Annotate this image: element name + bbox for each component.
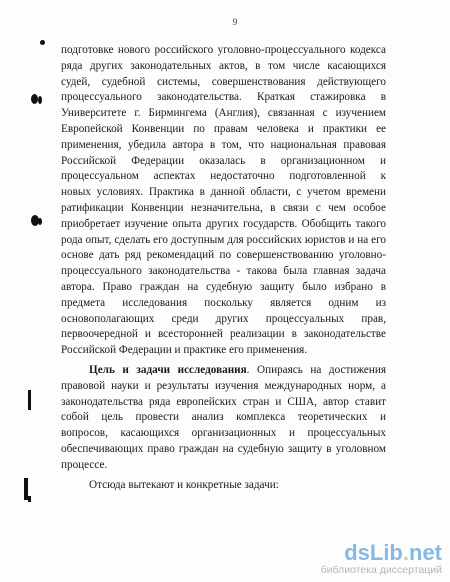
scan-mark-blob bbox=[31, 94, 38, 104]
text-line: применения, убедила автора в том, что национальная правовая bbox=[61, 138, 386, 151]
scan-mark-blob bbox=[38, 96, 42, 104]
watermark-logo bbox=[321, 542, 442, 564]
text-line: рода опыт, сделать его доступным для российских юристов и на его bbox=[61, 233, 386, 246]
text-line: основе дать ряд рекомендаций по совершенствованию уголовно- bbox=[61, 249, 386, 262]
section-heading: Цель и задачи исследования bbox=[89, 363, 247, 376]
closing-line: Отсюда вытекают и конкретные задачи: bbox=[89, 478, 279, 491]
text-line: Российской Федерации оказалась в организационном и bbox=[61, 154, 386, 167]
text-line: вопросов, касающихся организационных и процессуальных bbox=[61, 427, 386, 440]
scan-mark-dot bbox=[40, 40, 45, 45]
watermark-logo-main: dsLib bbox=[344, 540, 403, 565]
body-text bbox=[61, 43, 386, 493]
watermark-subtitle: библиотека диссертаций bbox=[320, 564, 442, 576]
watermark-logo-tld: net bbox=[409, 540, 442, 565]
page-number: 9 bbox=[232, 17, 238, 27]
text-line: собой цель провести анализ комплекса теоретических и bbox=[61, 411, 386, 424]
text-line: судей, судебной системы, совершенствования действующего bbox=[61, 75, 386, 88]
text-line: процессуальном аспектах недостаточно подготовленной к bbox=[61, 170, 386, 183]
text-line: приобретает изучение опыта других государств. Обобщить такого bbox=[61, 217, 386, 230]
scan-mark-bar bbox=[28, 390, 31, 410]
paragraph-1 bbox=[61, 43, 386, 359]
watermark bbox=[321, 542, 442, 576]
text-line: новых условиях. Практика в данной области, с учетом времени bbox=[61, 186, 386, 199]
text-line: Европейской Конвенции по правам человека и практики ее bbox=[61, 122, 386, 135]
scan-mark-bar bbox=[28, 496, 31, 502]
section-heading-rest: . Опираясь на достижения bbox=[246, 363, 386, 376]
text-line: автора. Право граждан на судебную защиту было избрано в bbox=[61, 280, 386, 293]
text-line: ряда других законодательных актов, в том числе касающихся bbox=[61, 59, 386, 72]
text-line: обеспечивающих право граждан на судебную защиту в уголовном bbox=[61, 442, 386, 455]
text-line: процессе. bbox=[61, 458, 108, 471]
text-line: основополагающих среди других процессуальных прав, bbox=[61, 312, 386, 325]
text-line: законодательства ряда европейских стран и США, автор ставит bbox=[61, 395, 386, 408]
text-line: Университете г. Бирмингема (Англия), связанная с изучением bbox=[61, 107, 386, 120]
text-line: процессуального законодательства - такова была главная задача bbox=[61, 265, 386, 278]
text-line: процессуального законодательства. Краткая стажировка в bbox=[61, 91, 386, 104]
scan-mark-blob bbox=[38, 218, 42, 225]
text-line: предмета исследования поскольку является одним из bbox=[61, 296, 386, 309]
text-line: подготовке нового российского уголовно-процессуального кодекса bbox=[61, 44, 386, 56]
text-line: первоочередной и всесторонней реализации в законодательстве bbox=[61, 328, 386, 341]
text-line: Российской Федерации и практике его применения. bbox=[61, 344, 308, 357]
paragraph-2 bbox=[61, 363, 386, 474]
text-line bbox=[61, 363, 386, 379]
text-line: ратификации Конвенции незначительна, в связи с чем особое bbox=[61, 201, 386, 214]
text-line: правовой науки и результаты изучения международных норм, а bbox=[61, 379, 386, 392]
watermark-logo-dot: . bbox=[402, 540, 409, 565]
